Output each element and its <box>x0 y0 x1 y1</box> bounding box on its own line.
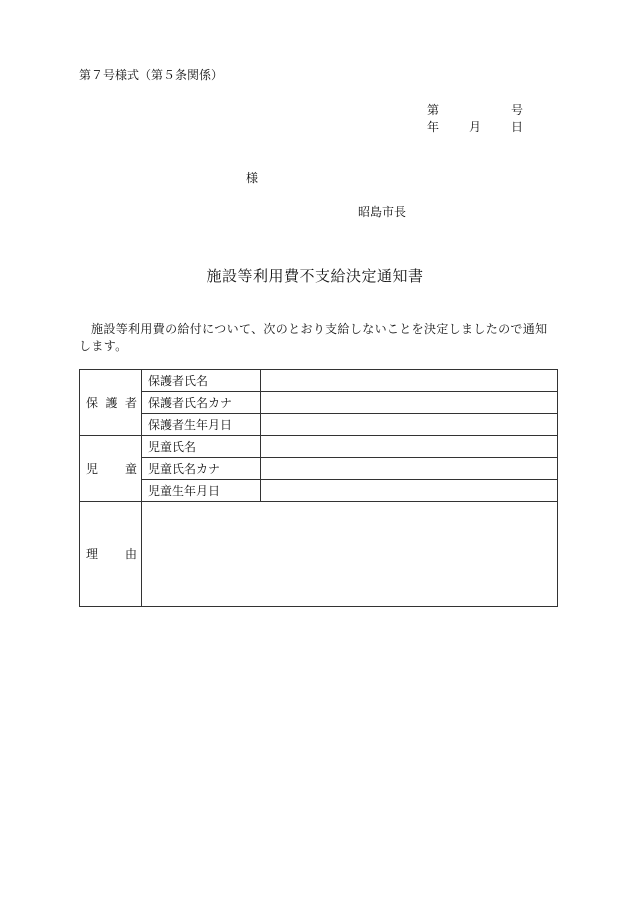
document-number-prefix: 第 <box>427 103 440 117</box>
document-date-row <box>427 121 537 138</box>
child-group-char: 童 <box>124 461 137 476</box>
addressee-honorific: 様 <box>246 171 259 185</box>
table-row <box>80 436 558 458</box>
guardian-name-kana-field[interactable] <box>261 392 558 414</box>
body-text: 施設等利用費の給付について、次のとおり支給しないことを決定しましたので通知します。 <box>79 322 548 353</box>
table-row <box>80 480 558 502</box>
reason-group-char: 理 <box>86 547 99 561</box>
guardian-birthdate-field[interactable] <box>261 414 558 436</box>
table-row <box>80 414 558 436</box>
table-row <box>80 392 558 414</box>
table-row <box>80 502 558 607</box>
child-birthdate-label: 児童生年月日 <box>142 480 261 502</box>
child-group-char: 児 <box>86 461 99 476</box>
reason-group-char: 由 <box>124 547 137 561</box>
issuer-name: 昭島市長 <box>358 205 407 219</box>
document-number-block <box>427 104 537 138</box>
date-year-label: 年 <box>427 120 440 134</box>
date-day-label: 日 <box>511 120 524 134</box>
reason-field[interactable] <box>142 502 558 607</box>
document-number-suffix: 号 <box>511 103 524 117</box>
document-number-row <box>427 104 537 121</box>
guardian-group-char: 保 <box>86 395 99 410</box>
child-birthdate-field[interactable] <box>261 480 558 502</box>
date-month-label: 月 <box>469 120 482 134</box>
document-title: 施設等利用費不支給決定通知書 <box>206 267 424 285</box>
notice-table <box>79 369 558 607</box>
guardian-group-label <box>80 370 142 436</box>
form-number-label: 第７号様式（第５条関係） <box>79 68 224 82</box>
guardian-birthdate-label: 保護者生年月日 <box>142 414 261 436</box>
guardian-name-field[interactable] <box>261 370 558 392</box>
child-name-label: 児童氏名 <box>142 436 261 458</box>
guardian-name-label: 保護者氏名 <box>142 370 261 392</box>
reason-group-label <box>80 502 142 607</box>
child-name-kana-label: 児童氏名カナ <box>142 458 261 480</box>
guardian-group-char: 護 <box>105 395 118 410</box>
child-name-kana-field[interactable] <box>261 458 558 480</box>
child-name-field[interactable] <box>261 436 558 458</box>
table-row <box>80 458 558 480</box>
guardian-group-char: 者 <box>124 395 137 410</box>
child-group-label <box>80 436 142 502</box>
guardian-name-kana-label: 保護者氏名カナ <box>142 392 261 414</box>
table-row <box>80 370 558 392</box>
